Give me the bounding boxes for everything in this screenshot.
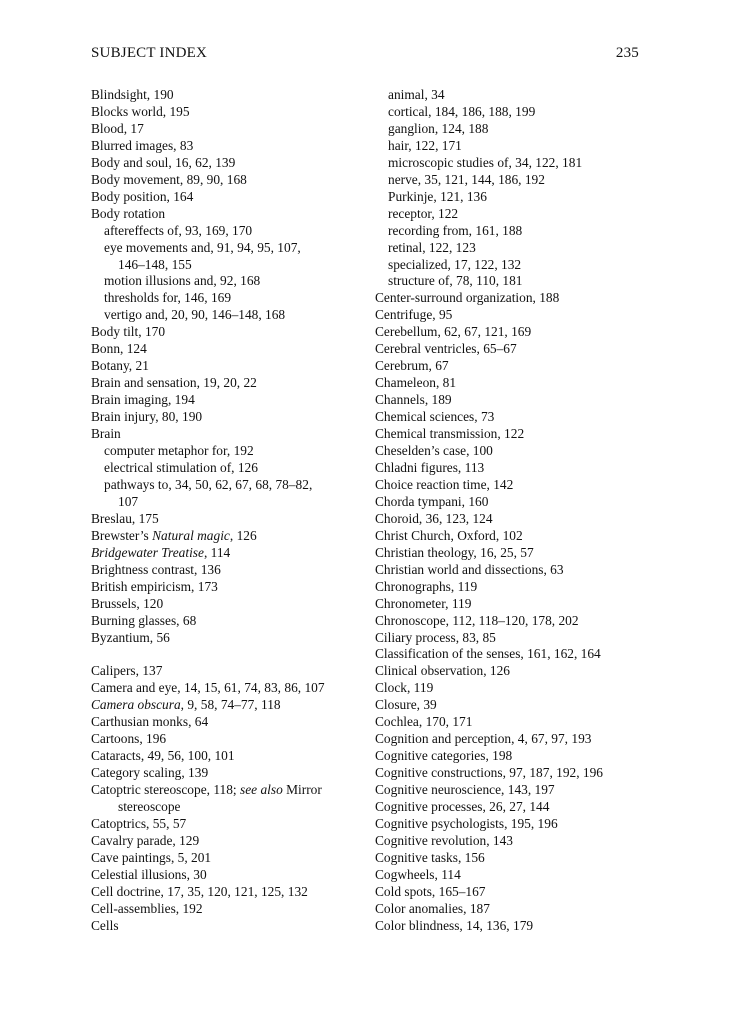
entry-text: Christian theology, 16, 25, 57 bbox=[375, 544, 534, 560]
entry-text: Clinical observation, 126 bbox=[375, 663, 510, 679]
index-entry bbox=[375, 426, 650, 443]
entry-text: Centrifuge, 95 bbox=[375, 307, 453, 323]
index-entry bbox=[91, 680, 361, 697]
index-entry bbox=[375, 833, 650, 850]
entry-text: Carthusian monks, 64 bbox=[91, 714, 209, 730]
index-entry bbox=[91, 206, 361, 223]
entry-text: specialized, 17, 122, 132 bbox=[388, 256, 522, 272]
entry-text: 146–148, 155 bbox=[118, 256, 192, 272]
index-entry bbox=[375, 731, 650, 748]
entry-text: Catoptric stereoscope, 118; bbox=[91, 782, 240, 798]
index-entry bbox=[375, 901, 650, 918]
index-entry bbox=[91, 189, 361, 206]
entry-text: Cave paintings, 5, 201 bbox=[91, 849, 212, 865]
entry-text: thresholds for, 146, 169 bbox=[104, 290, 232, 306]
entry-text: Clock, 119 bbox=[375, 680, 434, 696]
entry-text: cortical, 184, 186, 188, 199 bbox=[388, 103, 536, 119]
entry-text: Brain bbox=[91, 426, 121, 442]
index-entry bbox=[91, 545, 361, 562]
index-entry bbox=[375, 867, 650, 884]
entry-text: Cheselden’s case, 100 bbox=[375, 443, 493, 459]
index-entry bbox=[91, 884, 361, 901]
entry-text: British empiricism, 173 bbox=[91, 578, 218, 594]
index-entry bbox=[91, 341, 361, 358]
entry-text: recording from, 161, 188 bbox=[388, 222, 523, 238]
entry-text: Brightness contrast, 136 bbox=[91, 561, 221, 577]
entry-text: Chemical sciences, 73 bbox=[375, 409, 495, 425]
entry-text: Cell-assemblies, 192 bbox=[91, 900, 203, 916]
index-subentry bbox=[375, 206, 650, 223]
index-entry bbox=[375, 290, 650, 307]
entry-text: electrical stimulation of, 126 bbox=[104, 459, 258, 475]
italic-text: see also bbox=[240, 782, 283, 798]
entry-text: Cochlea, 170, 171 bbox=[375, 714, 473, 730]
index-entry bbox=[375, 528, 650, 545]
index-entry bbox=[375, 596, 650, 613]
entry-text: Brussels, 120 bbox=[91, 595, 164, 611]
index-subentry bbox=[375, 223, 650, 240]
index-entry bbox=[375, 460, 650, 477]
entry-text: Chronometer, 119 bbox=[375, 595, 472, 611]
index-entry bbox=[91, 562, 361, 579]
index-entry bbox=[375, 579, 650, 596]
index-subentry bbox=[375, 87, 650, 104]
index-entry bbox=[91, 867, 361, 884]
entry-text: aftereffects of, 93, 169, 170 bbox=[104, 222, 253, 238]
index-entry bbox=[375, 782, 650, 799]
index-entry bbox=[91, 731, 361, 748]
index-entry bbox=[91, 104, 361, 121]
entry-text: Channels, 189 bbox=[375, 392, 452, 408]
entry-text: motion illusions and, 92, 168 bbox=[104, 273, 261, 289]
index-entry bbox=[91, 714, 361, 731]
index-entry bbox=[91, 375, 361, 392]
index-entry bbox=[375, 477, 650, 494]
entry-text: Calipers, 137 bbox=[91, 663, 163, 679]
entry-text: Catoptrics, 55, 57 bbox=[91, 815, 187, 831]
entry-text: receptor, 122 bbox=[388, 205, 459, 221]
index-subentry bbox=[91, 460, 361, 477]
entry-text: Bonn, 124 bbox=[91, 341, 147, 357]
running-title: SUBJECT INDEX bbox=[91, 45, 208, 61]
entry-text: Chronographs, 119 bbox=[375, 578, 478, 594]
index-entry bbox=[375, 816, 650, 833]
index-subentry bbox=[375, 104, 650, 121]
index-entry-continuation bbox=[91, 799, 361, 816]
entry-text: vertigo and, 20, 90, 146–148, 168 bbox=[104, 307, 286, 323]
entry-text: Ciliary process, 83, 85 bbox=[375, 629, 496, 645]
entry-text: Christian world and dissections, 63 bbox=[375, 561, 564, 577]
entry-text: Body position, 164 bbox=[91, 188, 194, 204]
entry-text: Cold spots, 165–167 bbox=[375, 883, 486, 899]
page-number: 235 bbox=[615, 45, 639, 61]
index-subentry bbox=[91, 307, 361, 324]
index-entry bbox=[375, 918, 650, 935]
index-entry bbox=[91, 748, 361, 765]
entry-text: Cerebral ventricles, 65–67 bbox=[375, 341, 517, 357]
entry-text: Color blindness, 14, 136, 179 bbox=[375, 917, 534, 933]
index-entry bbox=[375, 799, 650, 816]
index-entry bbox=[91, 782, 361, 799]
entry-text: Byzantium, 56 bbox=[91, 629, 170, 645]
entry-text: retinal, 122, 123 bbox=[388, 239, 476, 255]
entry-text: Cognitive processes, 26, 27, 144 bbox=[375, 799, 550, 815]
index-entry bbox=[91, 901, 361, 918]
index-entry bbox=[91, 697, 361, 714]
entry-text: Body movement, 89, 90, 168 bbox=[91, 171, 247, 187]
italic-text: Camera obscura bbox=[91, 697, 181, 713]
index-entry bbox=[375, 646, 650, 663]
entry-text: Cerebellum, 62, 67, 121, 169 bbox=[375, 324, 532, 340]
running-head bbox=[91, 45, 639, 65]
index-entry bbox=[375, 358, 650, 375]
index-entry bbox=[91, 613, 361, 630]
entry-text: Chameleon, 81 bbox=[375, 375, 457, 391]
entry-text: ganglion, 124, 188 bbox=[388, 120, 489, 136]
entry-text: Cogwheels, 114 bbox=[375, 866, 461, 882]
entry-text: Cartoons, 196 bbox=[91, 731, 167, 747]
entry-text: , 9, 58, 74–77, 118 bbox=[180, 697, 281, 713]
index-entry bbox=[91, 358, 361, 375]
entry-text: computer metaphor for, 192 bbox=[104, 443, 254, 459]
entry-text: Cerebrum, 67 bbox=[375, 358, 449, 374]
entry-text: Mirror bbox=[282, 782, 322, 798]
entry-text: Choroid, 36, 123, 124 bbox=[375, 510, 493, 526]
entry-text: Brain and sensation, 19, 20, 22 bbox=[91, 375, 257, 391]
index-entry bbox=[375, 884, 650, 901]
entry-text: Center-surround organization, 188 bbox=[375, 290, 560, 306]
entry-text: Cognitive psychologists, 195, 196 bbox=[375, 815, 558, 831]
entry-text: Body tilt, 170 bbox=[91, 324, 166, 340]
index-subentry bbox=[375, 138, 650, 155]
entry-text: , 114 bbox=[203, 544, 231, 560]
index-entry bbox=[375, 748, 650, 765]
entry-text: Body rotation bbox=[91, 205, 166, 221]
entry-text: eye movements and, 91, 94, 95, 107, bbox=[104, 239, 301, 255]
index-entry bbox=[91, 918, 361, 935]
entry-text: Cognitive revolution, 143 bbox=[375, 832, 513, 848]
index-subentry bbox=[91, 240, 361, 257]
index-subentry bbox=[91, 223, 361, 240]
index-subentry bbox=[375, 257, 650, 274]
index-entry bbox=[375, 562, 650, 579]
index-entry bbox=[91, 579, 361, 596]
index-entry bbox=[91, 596, 361, 613]
index-entry-continuation bbox=[91, 494, 361, 511]
entry-text: Cell doctrine, 17, 35, 120, 121, 125, 132 bbox=[91, 883, 308, 899]
entry-text: Chladni figures, 113 bbox=[375, 459, 485, 475]
index-entry bbox=[375, 443, 650, 460]
entry-text: Brewster’s bbox=[91, 527, 153, 543]
index-subentry bbox=[91, 290, 361, 307]
entry-text: Choice reaction time, 142 bbox=[375, 476, 514, 492]
italic-text: Natural magic bbox=[152, 527, 230, 543]
index-column-left bbox=[91, 87, 361, 935]
index-entry bbox=[375, 494, 650, 511]
index-entry bbox=[91, 765, 361, 782]
entry-text: Cavalry parade, 129 bbox=[91, 832, 200, 848]
index-entry bbox=[91, 324, 361, 341]
index-column-right bbox=[375, 87, 650, 935]
index-entry bbox=[375, 511, 650, 528]
entry-text: stereoscope bbox=[118, 799, 181, 815]
index-subentry bbox=[91, 443, 361, 460]
index-entry bbox=[375, 375, 650, 392]
index-entry bbox=[91, 409, 361, 426]
entry-text: Cognitive neuroscience, 143, 197 bbox=[375, 782, 555, 798]
entry-text: Celestial illusions, 30 bbox=[91, 866, 207, 882]
index-entry bbox=[375, 630, 650, 647]
index-entry bbox=[91, 630, 361, 647]
entry-text: Brain injury, 80, 190 bbox=[91, 409, 203, 425]
entry-text: 107 bbox=[118, 493, 139, 509]
index-subentry bbox=[375, 189, 650, 206]
entry-text: Closure, 39 bbox=[375, 697, 437, 713]
index-entry bbox=[91, 511, 361, 528]
index-entry bbox=[375, 545, 650, 562]
index-entry bbox=[91, 392, 361, 409]
entry-text: Chorda tympani, 160 bbox=[375, 493, 489, 509]
section-spacer bbox=[91, 646, 361, 663]
entry-text: microscopic studies of, 34, 122, 181 bbox=[388, 154, 583, 170]
index-entry bbox=[375, 409, 650, 426]
index-entry bbox=[375, 697, 650, 714]
index-entry bbox=[375, 850, 650, 867]
entry-text: Cognition and perception, 4, 67, 97, 193 bbox=[375, 731, 592, 747]
index-subentry bbox=[91, 273, 361, 290]
entry-text: Christ Church, Oxford, 102 bbox=[375, 527, 523, 543]
index-entry bbox=[91, 833, 361, 850]
entry-text: Botany, 21 bbox=[91, 358, 149, 374]
entry-text: Blindsight, 190 bbox=[91, 87, 174, 102]
index-entry bbox=[375, 613, 650, 630]
entry-text: Classification of the senses, 161, 162, 164 bbox=[375, 646, 601, 662]
entry-text: Body and soul, 16, 62, 139 bbox=[91, 154, 236, 170]
entry-text: Cognitive constructions, 97, 187, 192, 196 bbox=[375, 765, 604, 781]
entry-text: hair, 122, 171 bbox=[388, 137, 462, 153]
index-entry bbox=[91, 155, 361, 172]
index-entry bbox=[91, 138, 361, 155]
entry-text: Purkinje, 121, 136 bbox=[388, 188, 487, 204]
index-subentry bbox=[375, 172, 650, 189]
index-entry bbox=[91, 816, 361, 833]
index-subentry bbox=[375, 273, 650, 290]
index-entry bbox=[91, 426, 361, 443]
index-subentry bbox=[375, 240, 650, 257]
entry-text: Chronoscope, 112, 118–120, 178, 202 bbox=[375, 612, 579, 628]
entry-text: Camera and eye, 14, 15, 61, 74, 83, 86, 107 bbox=[91, 680, 325, 696]
index-subentry bbox=[91, 477, 361, 494]
entry-text: pathways to, 34, 50, 62, 67, 68, 78–82, bbox=[104, 476, 313, 492]
index-entry bbox=[375, 680, 650, 697]
entry-text: Blocks world, 195 bbox=[91, 103, 190, 119]
index-entry-continuation bbox=[91, 257, 361, 274]
entry-text: , 126 bbox=[229, 527, 257, 543]
entry-text: Cognitive categories, 198 bbox=[375, 748, 513, 764]
entry-text: animal, 34 bbox=[388, 87, 445, 102]
index-entry bbox=[91, 850, 361, 867]
entry-text: Cells bbox=[91, 917, 119, 933]
index-entry bbox=[375, 307, 650, 324]
index-entry bbox=[91, 528, 361, 545]
entry-text: Burning glasses, 68 bbox=[91, 612, 197, 628]
index-entry bbox=[375, 714, 650, 731]
index-entry bbox=[375, 324, 650, 341]
entry-text: Blood, 17 bbox=[91, 120, 144, 136]
index-entry bbox=[375, 341, 650, 358]
index-entry bbox=[91, 121, 361, 138]
entry-text: structure of, 78, 110, 181 bbox=[388, 273, 523, 289]
index-entry bbox=[375, 663, 650, 680]
entry-text: Cognitive tasks, 156 bbox=[375, 849, 485, 865]
entry-text: nerve, 35, 121, 144, 186, 192 bbox=[388, 171, 545, 187]
index-entry bbox=[91, 172, 361, 189]
entry-text: Chemical transmission, 122 bbox=[375, 426, 525, 442]
italic-text: Bridgewater Treatise bbox=[91, 544, 204, 560]
entry-text: Breslau, 175 bbox=[91, 510, 159, 526]
entry-text: Cataracts, 49, 56, 100, 101 bbox=[91, 748, 235, 764]
entry-text: Brain imaging, 194 bbox=[91, 392, 195, 408]
index-entry bbox=[375, 765, 650, 782]
index-entry bbox=[375, 392, 650, 409]
entry-text: Blurred images, 83 bbox=[91, 137, 194, 153]
index-subentry bbox=[375, 155, 650, 172]
index-entry bbox=[91, 87, 361, 104]
entry-text: Color anomalies, 187 bbox=[375, 900, 490, 916]
entry-text: Category scaling, 139 bbox=[91, 765, 209, 781]
index-entry bbox=[91, 663, 361, 680]
index-subentry bbox=[375, 121, 650, 138]
